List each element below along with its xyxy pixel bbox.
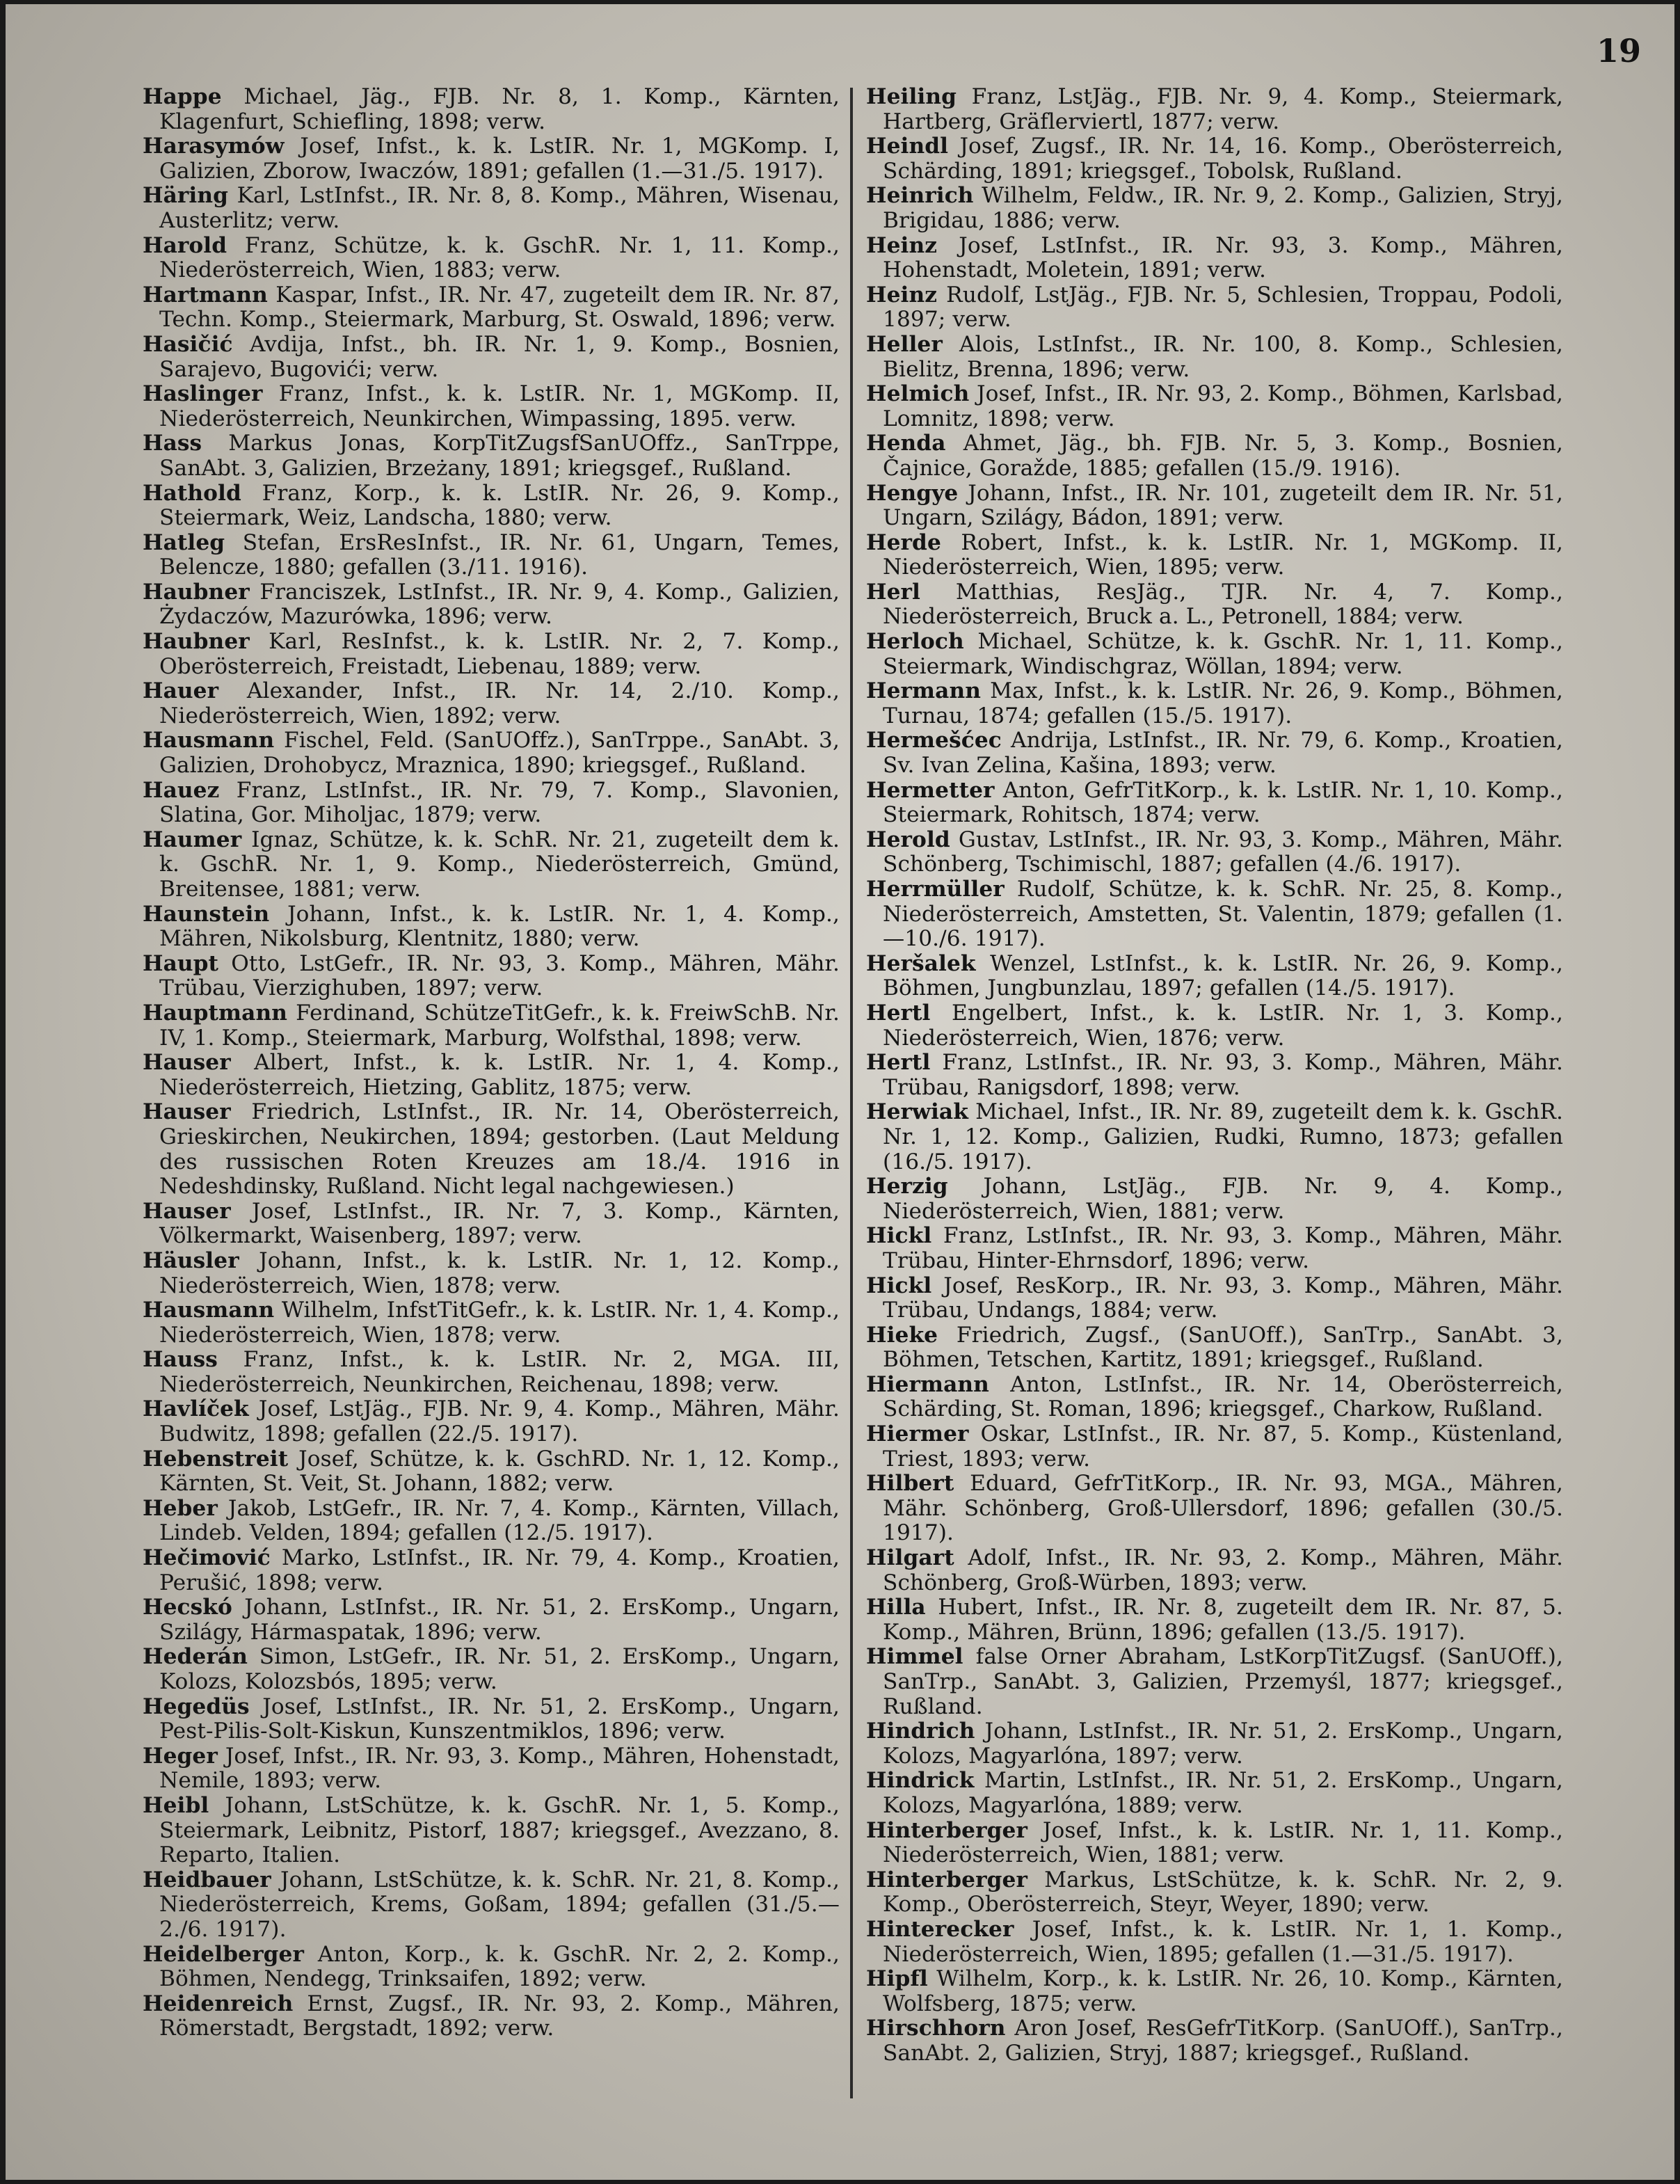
- entry-details: Michael, Jäg., FJB. Nr. 8, 1. Komp., Kärnten, Klagenfurt, Schiefling, 1898; verw.: [159, 84, 840, 134]
- register-entry: [866, 134, 1563, 184]
- entry-details: Friedrich, Zugsf., (SanUOff.), SanTrp., SanAbt. 3, Böhmen, Tetschen, Kartitz, 1891; kriegsgef., Rußland.: [883, 1322, 1563, 1373]
- entry-details: Josef, Zugsf., IR. Nr. 14, 16. Komp., Oberösterreich, Schärding, 1891; kriegsgef., Tobolsk, Rußland.: [883, 134, 1563, 184]
- entry-surname: Hilgart: [866, 1545, 954, 1571]
- entry-surname: Hirschhorn: [866, 2016, 1006, 2041]
- register-entry: [143, 1199, 840, 1249]
- entry-details: Josef, LstJäg., FJB. Nr. 9, 4. Komp., Mähren, Mähr. Budwitz, 1898; gefallen (22./5. 1917).: [159, 1396, 840, 1447]
- register-entry: [866, 531, 1563, 580]
- entry-details: Johann, Infst., k. k. LstIR. Nr. 1, 4. Komp., Mähren, Nikolsburg, Klentnitz, 1880; verw.: [159, 901, 840, 952]
- register-entry: [143, 1051, 840, 1100]
- register-entry: [866, 679, 1563, 728]
- entry-surname: Hečimović: [143, 1545, 271, 1571]
- register-entry: [143, 1100, 840, 1199]
- entry-details: Wilhelm, Korp., k. k. LstIR. Nr. 26, 10. Komp., Kärnten, Wolfsberg, 1875; verw.: [883, 1966, 1563, 2016]
- entry-surname: Haupt: [143, 950, 219, 976]
- entry-surname: Hasičić: [143, 331, 233, 357]
- register-entry: [143, 679, 840, 728]
- left-column: [143, 85, 840, 2041]
- entry-surname: Hebenstreit: [143, 1446, 289, 1472]
- entry-details: Wilhelm, Feldw., IR. Nr. 9, 2. Komp., Galizien, Stryj, Brigidau, 1886; verw.: [883, 183, 1563, 233]
- register-entry: [143, 1546, 840, 1595]
- entry-surname: Heiling: [866, 84, 957, 109]
- entry-details: Johann, LstInfst., IR. Nr. 51, 2. ErsKomp., Ungarn, Kolozs, Magyarlóna, 1897; verw.: [883, 1719, 1563, 1769]
- register-entry: [143, 531, 840, 580]
- register-entry: [866, 1422, 1563, 1472]
- entry-details: Josef, LstInfst., IR. Nr. 51, 2. ErsKomp., Ungarn, Pest-Pilis-Solt-Kiskun, Kunszentmiklos, 1896; verw.: [159, 1693, 840, 1744]
- entry-surname: Hauer: [143, 678, 219, 704]
- entry-details: Michael, Schütze, k. k. GschR. Nr. 1, 11. Komp., Steiermark, Windischgraz, Wöllan, 1894; verw.: [883, 629, 1564, 679]
- register-entry: [866, 431, 1563, 481]
- register-entry: [143, 902, 840, 952]
- entry-surname: Hiermer: [866, 1421, 969, 1447]
- entry-details: Johann, LstSchütze, k. k. GschR. Nr. 1, 5. Komp., Steiermark, Leibnitz, Pistorf, 1887; kriegsgef., Avezzano, 8. Reparto, Italien.: [159, 1792, 840, 1868]
- register-entry: [143, 1695, 840, 1744]
- register-entry: [143, 630, 840, 679]
- entry-surname: Heber: [143, 1495, 218, 1521]
- entry-details: Franz, LstInfst., IR. Nr. 93, 3. Komp., Mähren, Mähr. Trübau, Ranigsdorf, 1898; verw.: [883, 1050, 1563, 1100]
- entry-surname: Henda: [866, 431, 946, 456]
- register-entry: [866, 1719, 1563, 1769]
- register-entry: [143, 234, 840, 283]
- register-entry: [866, 234, 1563, 283]
- entry-details: Franz, LstInfst., IR. Nr. 93, 3. Komp., Mähren, Mähr. Trübau, Hinter-Ehrnsdorf, 1896; verw.: [883, 1223, 1563, 1273]
- entry-surname: Hinterecker: [866, 1916, 1014, 1942]
- register-entry: [143, 431, 840, 481]
- entry-surname: Hiermann: [866, 1371, 989, 1397]
- register-entry: [866, 283, 1563, 333]
- entry-surname: Haubner: [143, 579, 250, 605]
- register-entry: [143, 1497, 840, 1546]
- register-entry: [866, 1373, 1563, 1422]
- entry-surname: Helmich: [866, 381, 970, 407]
- entry-details: Franz, Korp., k. k. LstIR. Nr. 26, 9. Komp., Steiermark, Weiz, Landscha, 1880; verw.: [159, 480, 840, 531]
- entry-surname: Heidelberger: [143, 1941, 305, 1967]
- register-entry: [143, 1868, 840, 1943]
- entry-details: Johann, Infst., IR. Nr. 101, zugeteilt dem IR. Nr. 51, Ungarn, Szilágy, Bádon, 1891; verw.: [883, 480, 1563, 531]
- entry-surname: Hauser: [143, 1050, 231, 1076]
- register-entry: [866, 630, 1563, 679]
- entry-surname: Hauptmann: [143, 1000, 288, 1026]
- entry-surname: Hertl: [866, 1000, 931, 1026]
- entry-details: Eduard, GefrTitKorp., IR. Nr. 93, MGA., Mähren, Mähr. Schönberg, Groß-Ullersdorf, 1896; gefallen (30./5. 1917).: [883, 1471, 1563, 1546]
- register-entry: [866, 728, 1563, 778]
- entry-details: Ignaz, Schütze, k. k. SchR. Nr. 21, zugeteilt dem k. k. GschR. Nr. 1, 9. Komp., Niederösterreich, Gmünd, Breitensee, 1881; verw.: [159, 827, 840, 902]
- register-entry: [866, 1918, 1563, 1967]
- entry-details: Robert, Infst., k. k. LstIR. Nr. 1, MGKomp. II, Niederösterreich, Wien, 1895; verw.: [883, 529, 1563, 580]
- register-entry: [866, 1967, 1563, 2016]
- entry-details: Otto, LstGefr., IR. Nr. 93, 3. Komp., Mähren, Mähr. Trübau, Vierzighuben, 1897; verw.: [159, 950, 840, 1001]
- register-entry: [866, 1546, 1563, 1595]
- entry-surname: Hauser: [143, 1099, 231, 1125]
- register-entry: [143, 1744, 840, 1794]
- entry-details: Alexander, Infst., IR. Nr. 14, 2./10. Komp., Niederösterreich, Wien, 1892; verw.: [159, 678, 840, 728]
- entry-surname: Herold: [866, 827, 950, 852]
- entry-details: Wilhelm, InfstTitGefr., k. k. LstIR. Nr. 1, 4. Komp., Niederösterreich, Wien, 1878; verw.: [159, 1298, 840, 1348]
- entry-surname: Heger: [143, 1743, 218, 1769]
- entry-details: Markus, LstSchütze, k. k. SchR. Nr. 2, 9. Komp., Oberösterreich, Steyr, Weyer, 1890; verw.: [883, 1867, 1563, 1918]
- register-entry: [866, 184, 1563, 233]
- entry-surname: Hermetter: [866, 777, 995, 803]
- register-entry: [143, 1298, 840, 1348]
- register-entry: [866, 1001, 1563, 1051]
- entry-surname: Hauss: [143, 1347, 218, 1373]
- register-entry: [866, 1274, 1563, 1323]
- register-entry: [866, 1769, 1563, 1818]
- entry-details: Anton, GefrTitKorp., k. k. LstIR. Nr. 1, 10. Komp., Steiermark, Rohitsch, 1874; verw.: [883, 777, 1564, 828]
- register-entry: [866, 1595, 1563, 1645]
- entry-surname: Havlíček: [143, 1396, 249, 1422]
- entry-details: Franz, Infst., k. k. LstIR. Nr. 1, MGKomp. II, Niederösterreich, Neunkirchen, Wimpassing, 1895. verw.: [159, 381, 840, 431]
- entry-surname: Hindrich: [866, 1719, 975, 1744]
- entry-details: Anton, LstInfst., IR. Nr. 14, Oberösterreich, Schärding, St. Roman, 1896; kriegsgef., Charkow, Rußland.: [883, 1371, 1563, 1422]
- register-entry: [143, 580, 840, 630]
- entry-details: Wenzel, LstInfst., k. k. LstIR. Nr. 26, 9. Komp., Böhmen, Jungbunzlau, 1897; gefallen (14./5. 1917).: [883, 950, 1563, 1001]
- register-entry: [866, 828, 1563, 877]
- entry-surname: Hartmann: [143, 282, 268, 308]
- entry-surname: Hertl: [866, 1050, 931, 1076]
- register-entry: [143, 283, 840, 333]
- entry-surname: Harasymów: [143, 134, 285, 159]
- entry-details: Matthias, ResJäg., TJR. Nr. 4, 7. Komp., Niederösterreich, Bruck a. L., Petronell, 1884; verw.: [883, 579, 1563, 630]
- register-entry: [143, 1397, 840, 1446]
- entry-details: Markus Jonas, KorpTitZugsfSanUOffz., SanTrppe, SanAbt. 3, Galizien, Brzeżany, 1891; kriegsgef., Rußland.: [159, 431, 840, 481]
- entry-surname: Herrmüller: [866, 877, 1005, 902]
- entry-details: Friedrich, LstInfst., IR. Nr. 14, Oberösterreich, Grieskirchen, Neukirchen, 1894; gestorben. (Laut Meldung des russischen Roten Kreuzes am 18./4. 1916 in Nedeshdinsky, Rußland. Nicht legal nachgewiesen.): [159, 1099, 840, 1199]
- entry-details: Albert, Infst., k. k. LstIR. Nr. 1, 4. Komp., Niederösterreich, Hietzing, Gablitz, 1875; verw.: [159, 1050, 840, 1100]
- register-entry: [143, 828, 840, 902]
- entry-surname: Heinz: [866, 282, 938, 308]
- entry-details: Aron Josef, ResGefrTitKorp. (SanUOff.), SanTrp., SanAbt. 2, Galizien, Stryj, 1887; kriegsgef., Rußland.: [883, 2016, 1563, 2066]
- entry-details: Josef, Infst., k. k. LstIR. Nr. 1, 1. Komp., Niederösterreich, Wien, 1895; gefallen (1.—31./5. 1917).: [883, 1916, 1564, 1967]
- entry-details: Anton, Korp., k. k. GschR. Nr. 2, 2. Komp., Böhmen, Nendegg, Trinksaifen, 1892; verw.: [159, 1941, 840, 1992]
- register-entry: [866, 382, 1563, 431]
- entry-surname: Heinrich: [866, 183, 974, 209]
- entry-details: Ahmet, Jäg., bh. FJB. Nr. 5, 3. Komp., Bosnien, Čajnice, Goražde, 1885; gefallen (15./9. 1916).: [883, 431, 1563, 481]
- entry-surname: Hinterberger: [866, 1867, 1028, 1892]
- entry-surname: Haubner: [143, 629, 250, 655]
- entry-surname: Hilla: [866, 1595, 926, 1620]
- register-entry: [866, 2016, 1563, 2066]
- register-entry: [143, 382, 840, 431]
- entry-surname: Herl: [866, 579, 920, 605]
- entry-details: Rudolf, LstJäg., FJB. Nr. 5, Schlesien, Troppau, Podoli, 1897; verw.: [883, 282, 1563, 333]
- entry-details: Oskar, LstInfst., IR. Nr. 87, 5. Komp., Küstenland, Triest, 1893; verw.: [883, 1421, 1563, 1472]
- entry-details: Alois, LstInfst., IR. Nr. 100, 8. Komp., Schlesien, Bielitz, Brenna, 1896; verw.: [883, 331, 1563, 382]
- entry-surname: Haslinger: [143, 381, 263, 407]
- register-entry: [866, 1819, 1563, 1868]
- entry-surname: Herwiak: [866, 1099, 968, 1125]
- register-entry: [866, 877, 1563, 952]
- entry-details: Hubert, Infst., IR. Nr. 8, zugeteilt dem IR. Nr. 87, 5. Komp., Mähren, Brünn, 1896; gefallen (13./5. 1917).: [883, 1595, 1563, 1645]
- entry-details: Josef, Infst., IR. Nr. 93, 2. Komp., Böhmen, Karlsbad, Lomnitz, 1898; verw.: [883, 381, 1564, 431]
- register-entry: [143, 481, 840, 531]
- entry-surname: Hatleg: [143, 529, 225, 555]
- entry-details: Franz, Infst., k. k. LstIR. Nr. 2, MGA. III, Niederösterreich, Neunkirchen, Reichenau, 1898; verw.: [159, 1347, 840, 1397]
- register-entry: [866, 1051, 1563, 1100]
- entry-surname: Hederán: [143, 1644, 248, 1670]
- entry-details: Franz, LstJäg., FJB. Nr. 9, 4. Komp., Steiermark, Hartberg, Gräflerviertl, 1877; verw.: [883, 84, 1564, 134]
- entry-surname: Hermešćec: [866, 728, 1002, 754]
- entry-details: Josef, LstInfst., IR. Nr. 93, 3. Komp., Mähren, Hohenstadt, Moletein, 1891; verw.: [883, 232, 1563, 283]
- entry-details: Franciszek, LstInfst., IR. Nr. 9, 4. Komp., Galizien, Żydaczów, Mazurówka, 1896; verw.: [159, 579, 840, 630]
- entry-details: Engelbert, Infst., k. k. LstIR. Nr. 1, 3. Komp., Niederösterreich, Wien, 1876; verw.: [883, 1000, 1563, 1051]
- entry-details: Michael, Infst., IR. Nr. 89, zugeteilt dem k. k. GschR. Nr. 1, 12. Komp., Galizien, Rudki, Rumno, 1873; gefallen (16./5. 1917).: [883, 1099, 1564, 1174]
- right-column: [866, 85, 1563, 2066]
- entry-details: Johann, LstInfst., IR. Nr. 51, 2. ErsKomp., Ungarn, Szilágy, Hármaspatak, 1896; verw.: [159, 1595, 840, 1645]
- entry-surname: Heibl: [143, 1792, 209, 1818]
- entry-surname: Häring: [143, 183, 229, 209]
- entry-details: Karl, ResInfst., k. k. LstIR. Nr. 2, 7. Komp., Oberösterreich, Freistadt, Liebenau, 1889; verw.: [159, 629, 840, 679]
- entry-details: false Orner Abraham, LstKorpTitZugsf. (SanUOff.), SanTrp., SanAbt. 3, Galizien, Przemyśl, 1877; kriegsgef., Rußland.: [883, 1644, 1563, 1719]
- entry-details: Josef, LstInfst., IR. Nr. 7, 3. Komp., Kärnten, Völkermarkt, Waisenberg, 1897; verw.: [159, 1198, 840, 1249]
- entry-surname: Heindl: [866, 134, 949, 159]
- entry-details: Ernst, Zugsf., IR. Nr. 93, 2. Komp., Mähren, Römerstadt, Bergstadt, 1892; verw.: [159, 1991, 840, 2041]
- entry-surname: Hieke: [866, 1322, 938, 1348]
- entry-surname: Harold: [143, 232, 227, 258]
- register-entry: [866, 580, 1563, 630]
- entry-surname: Herde: [866, 529, 941, 555]
- register-entry: [143, 1348, 840, 1397]
- entry-surname: Himmel: [866, 1644, 963, 1670]
- entry-details: Josef, ResKorp., IR. Nr. 93, 3. Komp., Mähren, Mähr. Trübau, Undangs, 1884; verw.: [883, 1273, 1564, 1323]
- page: [6, 4, 1674, 2180]
- entry-details: Martin, LstInfst., IR. Nr. 51, 2. ErsKomp., Ungarn, Kolozs, Magyarlóna, 1889; verw.: [883, 1768, 1563, 1818]
- register-entry: [866, 1472, 1563, 1546]
- entry-surname: Hilbert: [866, 1471, 954, 1497]
- entry-surname: Häusler: [143, 1248, 239, 1273]
- entry-surname: Hausmann: [143, 1298, 275, 1323]
- register-entry: [866, 779, 1563, 828]
- register-entry: [866, 481, 1563, 531]
- register-entry: [866, 85, 1563, 134]
- entry-details: Johann, LstSchütze, k. k. SchR. Nr. 21, 8. Komp., Niederösterreich, Krems, Goßam, 1894; gefallen (31./5.—2./6. 1917).: [159, 1867, 840, 1942]
- entry-surname: Heidenreich: [143, 1991, 294, 2016]
- entry-details: Josef, Schütze, k. k. GschRD. Nr. 1, 12. Komp., Kärnten, St. Veit, St. Johann, 1882; verw.: [159, 1446, 840, 1497]
- entry-details: Stefan, ErsResInfst., IR. Nr. 61, Ungarn, Temes, Belencze, 1880; gefallen (3./11. 1916).: [159, 529, 840, 580]
- entry-surname: Hindrick: [866, 1768, 975, 1794]
- register-entry: [143, 1645, 840, 1694]
- entry-details: Ferdinand, SchützeTitGefr., k. k. FreiwSchB. Nr. IV, 1. Komp., Steiermark, Marburg, Wolfsthal, 1898; verw.: [159, 1000, 840, 1051]
- register-entry: [866, 1224, 1563, 1273]
- register-entry: [866, 333, 1563, 382]
- entry-details: Rudolf, Schütze, k. k. SchR. Nr. 25, 8. Komp., Niederösterreich, Amstetten, St. Valentin, 1879; gefallen (1.—10./6. 1917).: [883, 877, 1564, 952]
- page-number: 19: [1596, 32, 1641, 70]
- entry-surname: Heinz: [866, 232, 938, 258]
- entry-surname: Hipfl: [866, 1966, 928, 1992]
- entry-surname: Herzig: [866, 1174, 948, 1199]
- entry-details: Fischel, Feld. (SanUOffz.), SanTrppe., SanAbt. 3, Galizien, Drohobycz, Mraznica, 1890; kriegsgef., Rußland.: [159, 728, 840, 779]
- entry-details: Franz, LstInfst., IR. Nr. 79, 7. Komp., Slavonien, Slatina, Gor. Miholjac, 1879; verw.: [159, 777, 840, 828]
- entry-surname: Heršalek: [866, 950, 976, 976]
- entry-details: Avdija, Infst., bh. IR. Nr. 1, 9. Komp., Bosnien, Sarajevo, Bugovići; verw.: [159, 331, 840, 382]
- entry-details: Gustav, LstInfst., IR. Nr. 93, 3. Komp., Mähren, Mähr. Schönberg, Tschimischl, 1887; gefallen (4./6. 1917).: [883, 827, 1564, 877]
- register-entry: [866, 952, 1563, 1001]
- register-entry: [866, 1645, 1563, 1719]
- register-entry: [143, 1447, 840, 1497]
- register-entry: [143, 728, 840, 778]
- entry-surname: Hecskó: [143, 1595, 232, 1620]
- entry-details: Max, Infst., k. k. LstIR. Nr. 26, 9. Komp., Böhmen, Turnau, 1874; gefallen (15./5. 1917).: [883, 678, 1563, 728]
- entry-surname: Heller: [866, 331, 943, 357]
- register-entry: [143, 85, 840, 134]
- entry-details: Josef, Infst., k. k. LstIR. Nr. 1, MGKomp. I, Galizien, Zborow, Iwaczów, 1891; gefallen (1.—31./5. 1917).: [159, 134, 840, 184]
- entry-surname: Hinterberger: [866, 1817, 1028, 1843]
- register-entry: [143, 1249, 840, 1298]
- register-entry: [143, 1595, 840, 1645]
- entry-surname: Haunstein: [143, 901, 270, 927]
- entry-surname: Happe: [143, 84, 222, 109]
- register-entry: [143, 779, 840, 828]
- register-entry: [143, 333, 840, 382]
- entry-details: Josef, Infst., IR. Nr. 93, 3. Komp., Mähren, Hohenstadt, Nemile, 1893; verw.: [159, 1743, 840, 1794]
- entry-details: Kaspar, Infst., IR. Nr. 47, zugeteilt dem IR. Nr. 87, Techn. Komp., Steiermark, Marburg, St. Oswald, 1896; verw.: [159, 282, 840, 333]
- entry-surname: Hauez: [143, 777, 220, 803]
- entry-details: Johann, Infst., k. k. LstIR. Nr. 1, 12. Komp., Niederösterreich, Wien, 1878; verw.: [159, 1248, 840, 1298]
- entry-details: Adolf, Infst., IR. Nr. 93, 2. Komp., Mähren, Mähr. Schönberg, Groß-Würben, 1893; verw.: [883, 1545, 1564, 1595]
- register-entry: [866, 1323, 1563, 1373]
- register-entry: [143, 1794, 840, 1868]
- entry-details: Franz, Schütze, k. k. GschR. Nr. 1, 11. Komp., Niederösterreich, Wien, 1883; verw.: [159, 232, 840, 283]
- entry-details: Karl, LstInfst., IR. Nr. 8, 8. Komp., Mähren, Wisenau, Austerlitz; verw.: [159, 183, 840, 233]
- column-divider: [850, 88, 853, 2098]
- entry-surname: Hathold: [143, 480, 241, 506]
- entry-details: Josef, Infst., k. k. LstIR. Nr. 1, 11. Komp., Niederösterreich, Wien, 1881; verw.: [883, 1817, 1564, 1868]
- register-entry: [866, 1868, 1563, 1918]
- entry-details: Jakob, LstGefr., IR. Nr. 7, 4. Komp., Kärnten, Villach, Lindeb. Velden, 1894; gefallen (12./5. 1917).: [159, 1495, 840, 1546]
- entry-surname: Herloch: [866, 629, 964, 655]
- register-entry: [866, 1174, 1563, 1224]
- entry-details: Andrija, LstInfst., IR. Nr. 79, 6. Komp., Kroatien, Sv. Ivan Zelina, Kašina, 1893; verw.: [883, 728, 1563, 779]
- entry-surname: Hass: [143, 431, 202, 456]
- entry-details: Marko, LstInfst., IR. Nr. 79, 4. Komp., Kroatien, Perušić, 1898; verw.: [159, 1545, 840, 1595]
- entry-surname: Heidbauer: [143, 1867, 271, 1892]
- entry-surname: Hengye: [866, 480, 959, 506]
- register-entry: [143, 184, 840, 233]
- register-entry: [143, 134, 840, 184]
- entry-surname: Hausmann: [143, 728, 275, 754]
- entry-surname: Hickl: [866, 1273, 932, 1298]
- entry-surname: Hauser: [143, 1198, 231, 1224]
- entry-surname: Haumer: [143, 827, 242, 852]
- register-entry: [866, 1100, 1563, 1174]
- register-entry: [143, 952, 840, 1001]
- register-entry: [143, 1001, 840, 1051]
- entry-surname: Hickl: [866, 1223, 932, 1249]
- entry-surname: Hermann: [866, 678, 981, 704]
- entry-details: Simon, LstGefr., IR. Nr. 51, 2. ErsKomp., Ungarn, Kolozs, Kolozsbós, 1895; verw.: [159, 1644, 840, 1694]
- register-entry: [143, 1943, 840, 1992]
- entry-surname: Hegedüs: [143, 1693, 250, 1719]
- entry-details: Johann, LstJäg., FJB. Nr. 9, 4. Komp., Niederösterreich, Wien, 1881; verw.: [883, 1174, 1563, 1224]
- register-entry: [143, 1992, 840, 2041]
